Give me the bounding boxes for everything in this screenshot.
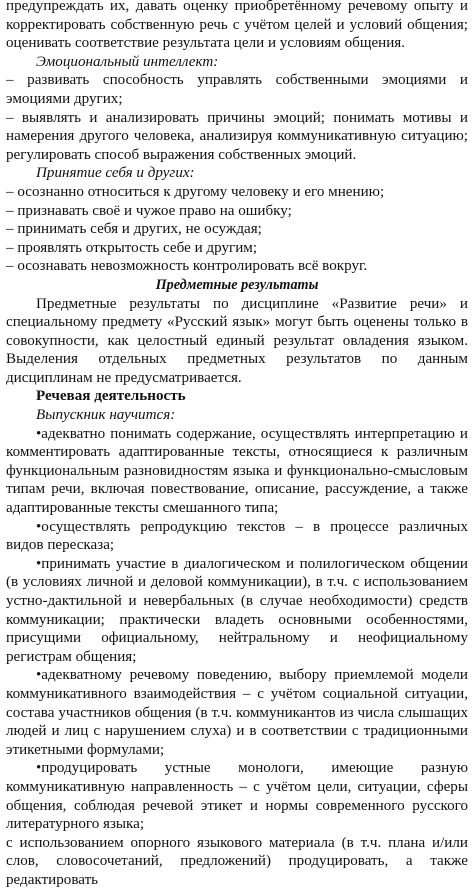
paragraph-subject-results: Предметные результаты по дисциплине «Развитие речи» и специальному предмету «Русский язык» могут быть оценены только в совокупности, как целостный единый результат овладения языком. Выделения отдельных предметных результатов по данным дисциплинам не предусматривается. — [6, 295, 468, 386]
list-item-emotional-1: – развивать способность управлять собственными эмоциями и эмоциями других; — [6, 72, 468, 107]
bullet-icon: • — [36, 425, 42, 442]
section-heading-subject-results: Предметные результаты — [155, 276, 319, 293]
list-item-acceptance-2: – признавать своё и чужое право на ошибку; — [6, 202, 292, 219]
bullet-item-3 — [6, 555, 468, 667]
bullet-item-4 — [6, 666, 468, 759]
section-heading-speech-activity: Речевая деятельность — [36, 388, 186, 405]
list-item-acceptance-1: – осознанно относиться к другому человеку и его мнению; — [6, 183, 385, 200]
bullet-icon: • — [36, 518, 42, 535]
section-heading-acceptance: Принятие себя и других: — [36, 165, 195, 182]
bullet-item-2 — [6, 518, 468, 555]
bullet-item-1-text: адекватно понимать содержание, осуществлять интерпретацию и комментировать адаптированные тексты, относящиеся к различным функциональным разновидностям языка и функционально-смысловым типам речи, включая повествование, описание, рассуждение, а также адаптированные тексты смешанного типа; — [6, 425, 468, 517]
list-item-acceptance-5: – осознавать невозможность контролировать всё вокруг. — [6, 258, 368, 275]
bullet-item-4-text: адекватному речевому поведению, выбору приемлемой модели коммуникативного взаимодействия – с учётом социальной ситуации, состава участников общения (в т.ч. коммуникантов из числа слышащих людей и лиц с нарушением слуха) и в соответствии с традиционными этикетными формулами; — [6, 667, 468, 758]
bullet-icon: • — [36, 667, 42, 684]
bullet-icon: • — [36, 760, 42, 777]
list-item-emotional-2: – выявлять и анализировать причины эмоций; понимать мотивы и намерения другого человека, анализируя коммуникативную ситуацию; регулировать способ выражения собственных эмоций. — [6, 109, 468, 163]
paragraph-intro-continued: предупреждать их, давать оценку приобретённому речевому опыту и корректировать собственную речь с учётом целей и условий общения; оценивать соответствие результата цели и условиям общения. — [6, 0, 468, 52]
bullet-item-3-text: принимать участие в диалогическом и полилогическом общении (в условиях личной и деловой коммуникации), в т.ч. с использованием устно-дактильной и невербальных (в случае необходимости) средств коммуникации; практически владеть основными особенностями, присущими официальному, нейтральному и неофициальному регистрам общения; — [6, 555, 468, 665]
bullet-item-2-text: осуществлять репродукцию текстов – в процессе различных видов пересказа; — [6, 518, 468, 554]
section-heading-graduate-will-learn: Выпускник научится: — [36, 407, 176, 424]
list-item-acceptance-4: – проявлять открытость себе и другим; — [6, 239, 258, 256]
bullet-item-5 — [6, 759, 468, 833]
paragraph-bullet-5-continued: с использованием опорного языкового материала (в т.ч. плана и/или слов, словосочетаний, предложений) продуцировать, а также редактировать — [6, 834, 468, 888]
bullet-item-5-text: продуцировать устные монологи, имеющие разную коммуникативную направленность – с учётом цели, ситуации, сферы общения, соблюдая речевой этикет и нормы современного русского литературного языка; — [6, 760, 468, 833]
bullet-item-1 — [6, 425, 468, 518]
bullet-icon: • — [36, 555, 42, 572]
list-item-acceptance-3: – принимать себя и других, не осуждая; — [6, 221, 262, 238]
section-heading-emotional-intelligence: Эмоциональный интеллект: — [36, 53, 219, 70]
